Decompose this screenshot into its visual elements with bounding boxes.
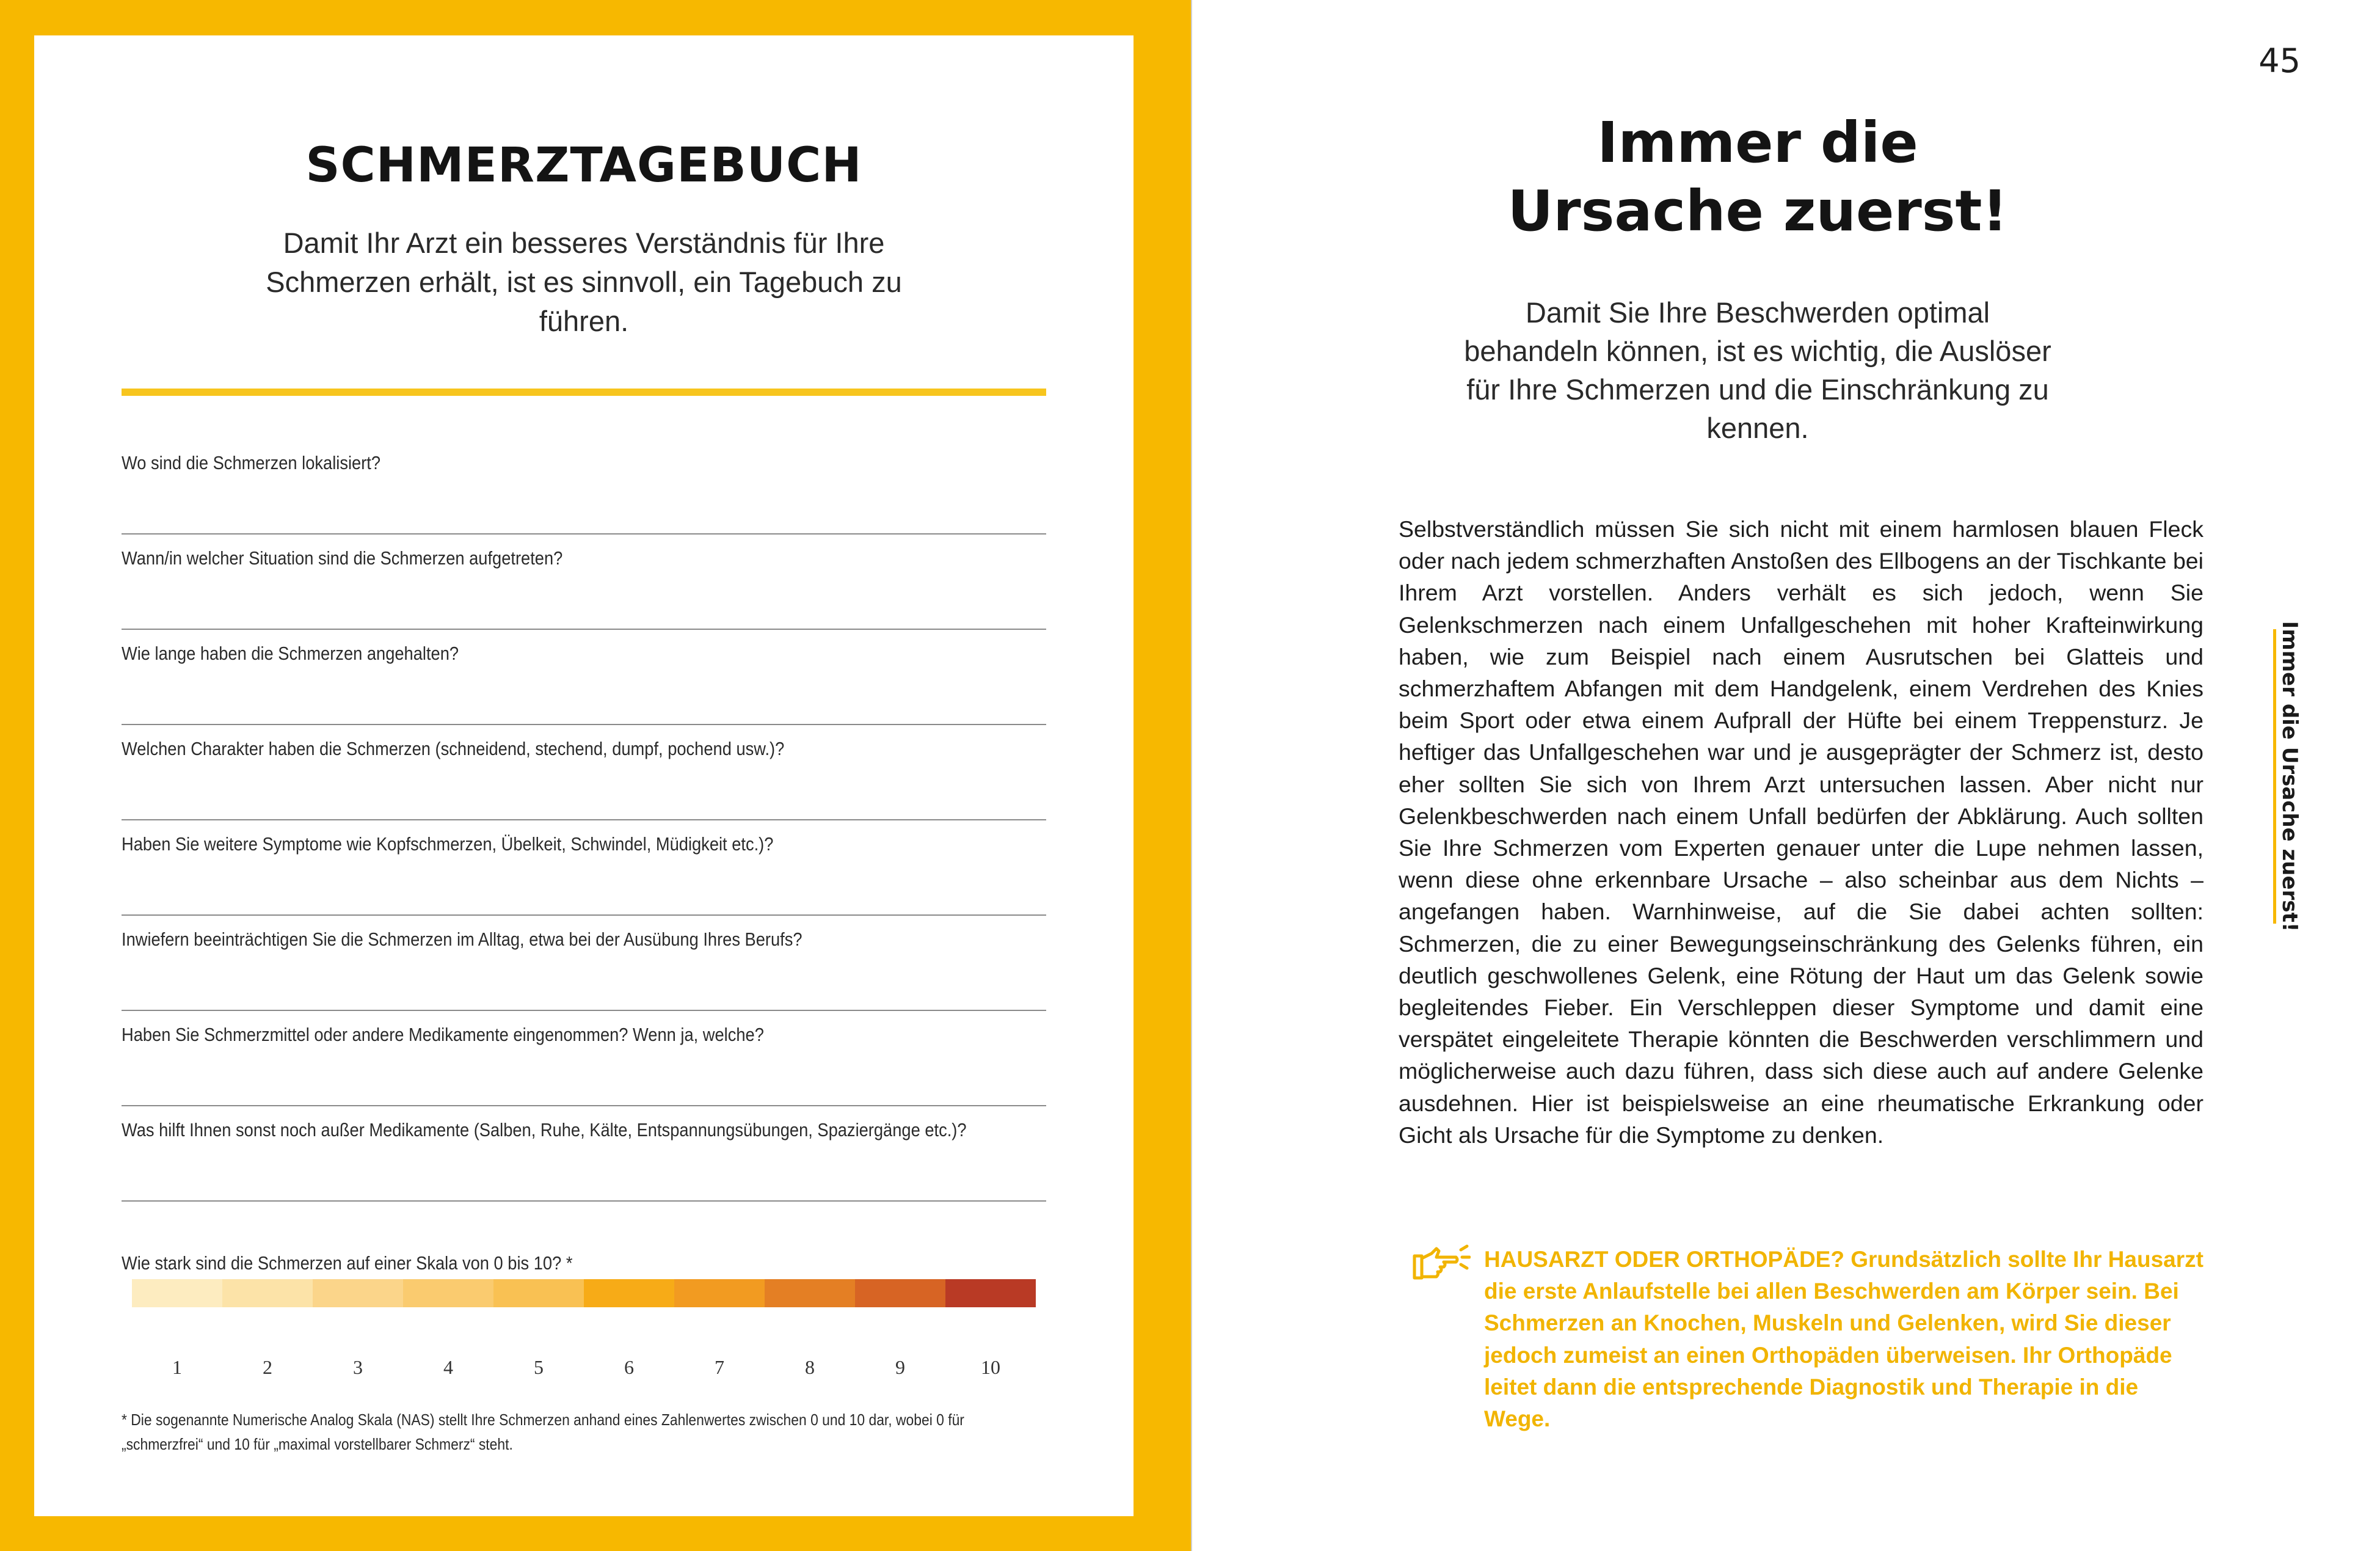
scale-segment[interactable] bbox=[493, 1279, 584, 1307]
scale-label: 7 bbox=[715, 1356, 724, 1378]
answer-line[interactable] bbox=[122, 819, 1046, 820]
scale-label: 1 bbox=[172, 1356, 182, 1378]
question-label: Haben Sie weitere Symptome wie Kopfschmerzen, Übelkeit, Schwindel, Müdigkeit etc.)? bbox=[122, 833, 774, 855]
scale-label: 2 bbox=[263, 1356, 272, 1378]
question-label: Welchen Charakter haben die Schmerzen (schneidend, stechend, dumpf, pochend usw.)? bbox=[122, 738, 785, 759]
scale-question: Wie stark sind die Schmerzen auf einer Skala von 0 bis 10? * bbox=[122, 1252, 573, 1274]
answer-line[interactable] bbox=[122, 629, 1046, 630]
question-row bbox=[122, 1024, 1046, 1119]
question-row bbox=[122, 929, 1046, 1024]
scale-label: 8 bbox=[805, 1356, 815, 1378]
article-body bbox=[1399, 513, 2204, 1151]
tip-text: HAUSARZT ODER ORTHOPÄDE? Grundsätzlich sollte Ihr Hausarzt die erste Anlaufstelle bei allen Beschwerden am Körper sein. Bei Schmerzen an Knochen, Muskeln und Gelenken, wird Sie dieser jedoch zumeist an einen Orthopäden überweisen. Ihr Orthopäde leitet dann die entsprechende Diagnostik und Therapie in die Wege. bbox=[1484, 1247, 2204, 1432]
title-line: Immer die bbox=[1597, 110, 1918, 175]
divider bbox=[122, 389, 1046, 396]
pointing-hand-icon bbox=[1410, 1238, 1471, 1286]
scale-label: 10 bbox=[981, 1356, 1000, 1378]
scale-label: 9 bbox=[895, 1356, 905, 1378]
answer-line[interactable] bbox=[122, 1010, 1046, 1011]
scale-segment[interactable] bbox=[132, 1279, 222, 1307]
question-label: Wie lange haben die Schmerzen angehalten? bbox=[122, 643, 459, 664]
answer-line[interactable] bbox=[122, 914, 1046, 916]
question-row bbox=[122, 1119, 1046, 1214]
scale-segment[interactable] bbox=[584, 1279, 674, 1307]
scale-segment[interactable] bbox=[222, 1279, 313, 1307]
scale-footnote: * Die sogenannte Numerische Analog Skala (NAS) stellt Ihre Schmerzen anhand eines Zahlenwertes zwischen 0 und 10 dar, wobei 0 für „schmerzfrei“ und 10 für „maximal vorstellbarer Schmerz“ steht. bbox=[122, 1410, 964, 1453]
answer-line[interactable] bbox=[122, 1105, 1046, 1106]
scale-labels bbox=[132, 1356, 1036, 1381]
question-row bbox=[122, 833, 1046, 929]
title-line: Ursache zuerst! bbox=[1507, 178, 2008, 244]
body-paragraph: Selbstverständlich müssen Sie sich nicht mit einem harmlosen blauen Fleck oder nach jedem schmerzhaften Anstoßen des Ellbogens an der Tischkante bei Ihrem Arzt vorstellen. Anders verhält es sich jedoch, wenn Sie Gelenkschmerzen nach einem Unfallgeschehen mit hoher Krafteinwirkung haben, wie zum Beispiel nach einem Ausrutschen bei Glatteis und schmerzhaftem Abfangen mit dem Handgelenk, einem Verdrehen des Knies beim Sport oder etwa einem Aufprall der Hüfte bei einem Treppensturz. Je heftiger das Unfallgeschehen war und je ausgeprägter der Schmerz ist, desto eher sollten Sie sich von Ihrem Arzt untersuchen lassen. Aber nicht nur Gelenkbeschwerden nach einem Unfall bedürfen der Abklärung. Auch sollten Sie Ihre Schmerzen vom Experten genauer unter die Lupe nehmen lassen, wenn diese ohne erkennbare Ursache – also scheinbar aus dem Nichts – angefangen haben. Warnhinweise, auf die Sie dabei achten sollten: Schmerzen, die zu einer Bewegungseinschränkung des Gelenks führen, ein deutlich geschwollenes Gelenk, eine Rötung der Haut um das Gelenk sowie begleitendes Fieber. Ein Verschleppen dieser Symptome und damit eine verspätet eingeleitete Therapie könnten die Beschwerden verschlimmern und möglicherweise auch dazu führen, dass sich diese auch auf andere Gelenke ausdehnen. Hier ist beispielsweise an eine rheumatische Erkrankung oder Gicht als Ursache für die Symptome zu denken. bbox=[1399, 516, 2204, 1148]
question-row bbox=[122, 738, 1046, 833]
side-tab[interactable] bbox=[2268, 621, 2311, 932]
scale-segment[interactable] bbox=[313, 1279, 403, 1307]
scale-label: 3 bbox=[353, 1356, 363, 1378]
scale-label: 5 bbox=[534, 1356, 544, 1378]
scale-segment[interactable] bbox=[855, 1279, 945, 1307]
question-label: Wo sind die Schmerzen lokalisiert? bbox=[122, 452, 381, 473]
question-row bbox=[122, 643, 1046, 738]
scale-segment[interactable] bbox=[674, 1279, 765, 1307]
article-intro: Damit Sie Ihre Beschwerden optimal behandeln können, ist es wichtig, die Auslöser für Ihre Schmerzen und die Einschränkung zu kennen. bbox=[1464, 296, 2051, 444]
page-number: 45 bbox=[2258, 42, 2301, 80]
article-title bbox=[1428, 109, 2087, 246]
answer-line[interactable] bbox=[122, 724, 1046, 725]
diary-intro: Damit Ihr Arzt ein besseres Verständnis für Ihre Schmerzen erhält, ist es sinnvoll, ein Tagebuch zu führen. bbox=[266, 227, 902, 337]
page-title: SCHMERZTAGEBUCH bbox=[305, 138, 862, 193]
question-label: Inwiefern beeinträchtigen Sie die Schmerzen im Alltag, etwa bei der Ausübung Ihres Berufs? bbox=[122, 929, 802, 950]
question-label: Was hilft Ihnen sonst noch außer Medikamente (Salben, Ruhe, Kälte, Entspannungsübungen, Spaziergänge etc.)? bbox=[122, 1119, 967, 1140]
side-tab-marker bbox=[2273, 629, 2276, 924]
question-row bbox=[122, 547, 1046, 643]
scale-segment[interactable] bbox=[945, 1279, 1036, 1307]
scale-label: 4 bbox=[443, 1356, 453, 1378]
scale-label: 6 bbox=[624, 1356, 634, 1378]
side-tab-label: Immer die Ursache zuerst! bbox=[2277, 621, 2302, 932]
question-label: Wann/in welcher Situation sind die Schmerzen aufgetreten? bbox=[122, 547, 563, 569]
question-row bbox=[122, 452, 1046, 547]
scale-segment[interactable] bbox=[765, 1279, 855, 1307]
right-page bbox=[1192, 0, 2380, 1551]
answer-line[interactable] bbox=[122, 533, 1046, 535]
pain-scale-bar bbox=[132, 1279, 1036, 1307]
question-label: Haben Sie Schmerzmittel oder andere Medikamente eingenommen? Wenn ja, welche? bbox=[122, 1024, 764, 1045]
answer-line[interactable] bbox=[122, 1200, 1046, 1202]
pain-diary-card bbox=[34, 35, 1134, 1516]
scale-segment[interactable] bbox=[403, 1279, 493, 1307]
